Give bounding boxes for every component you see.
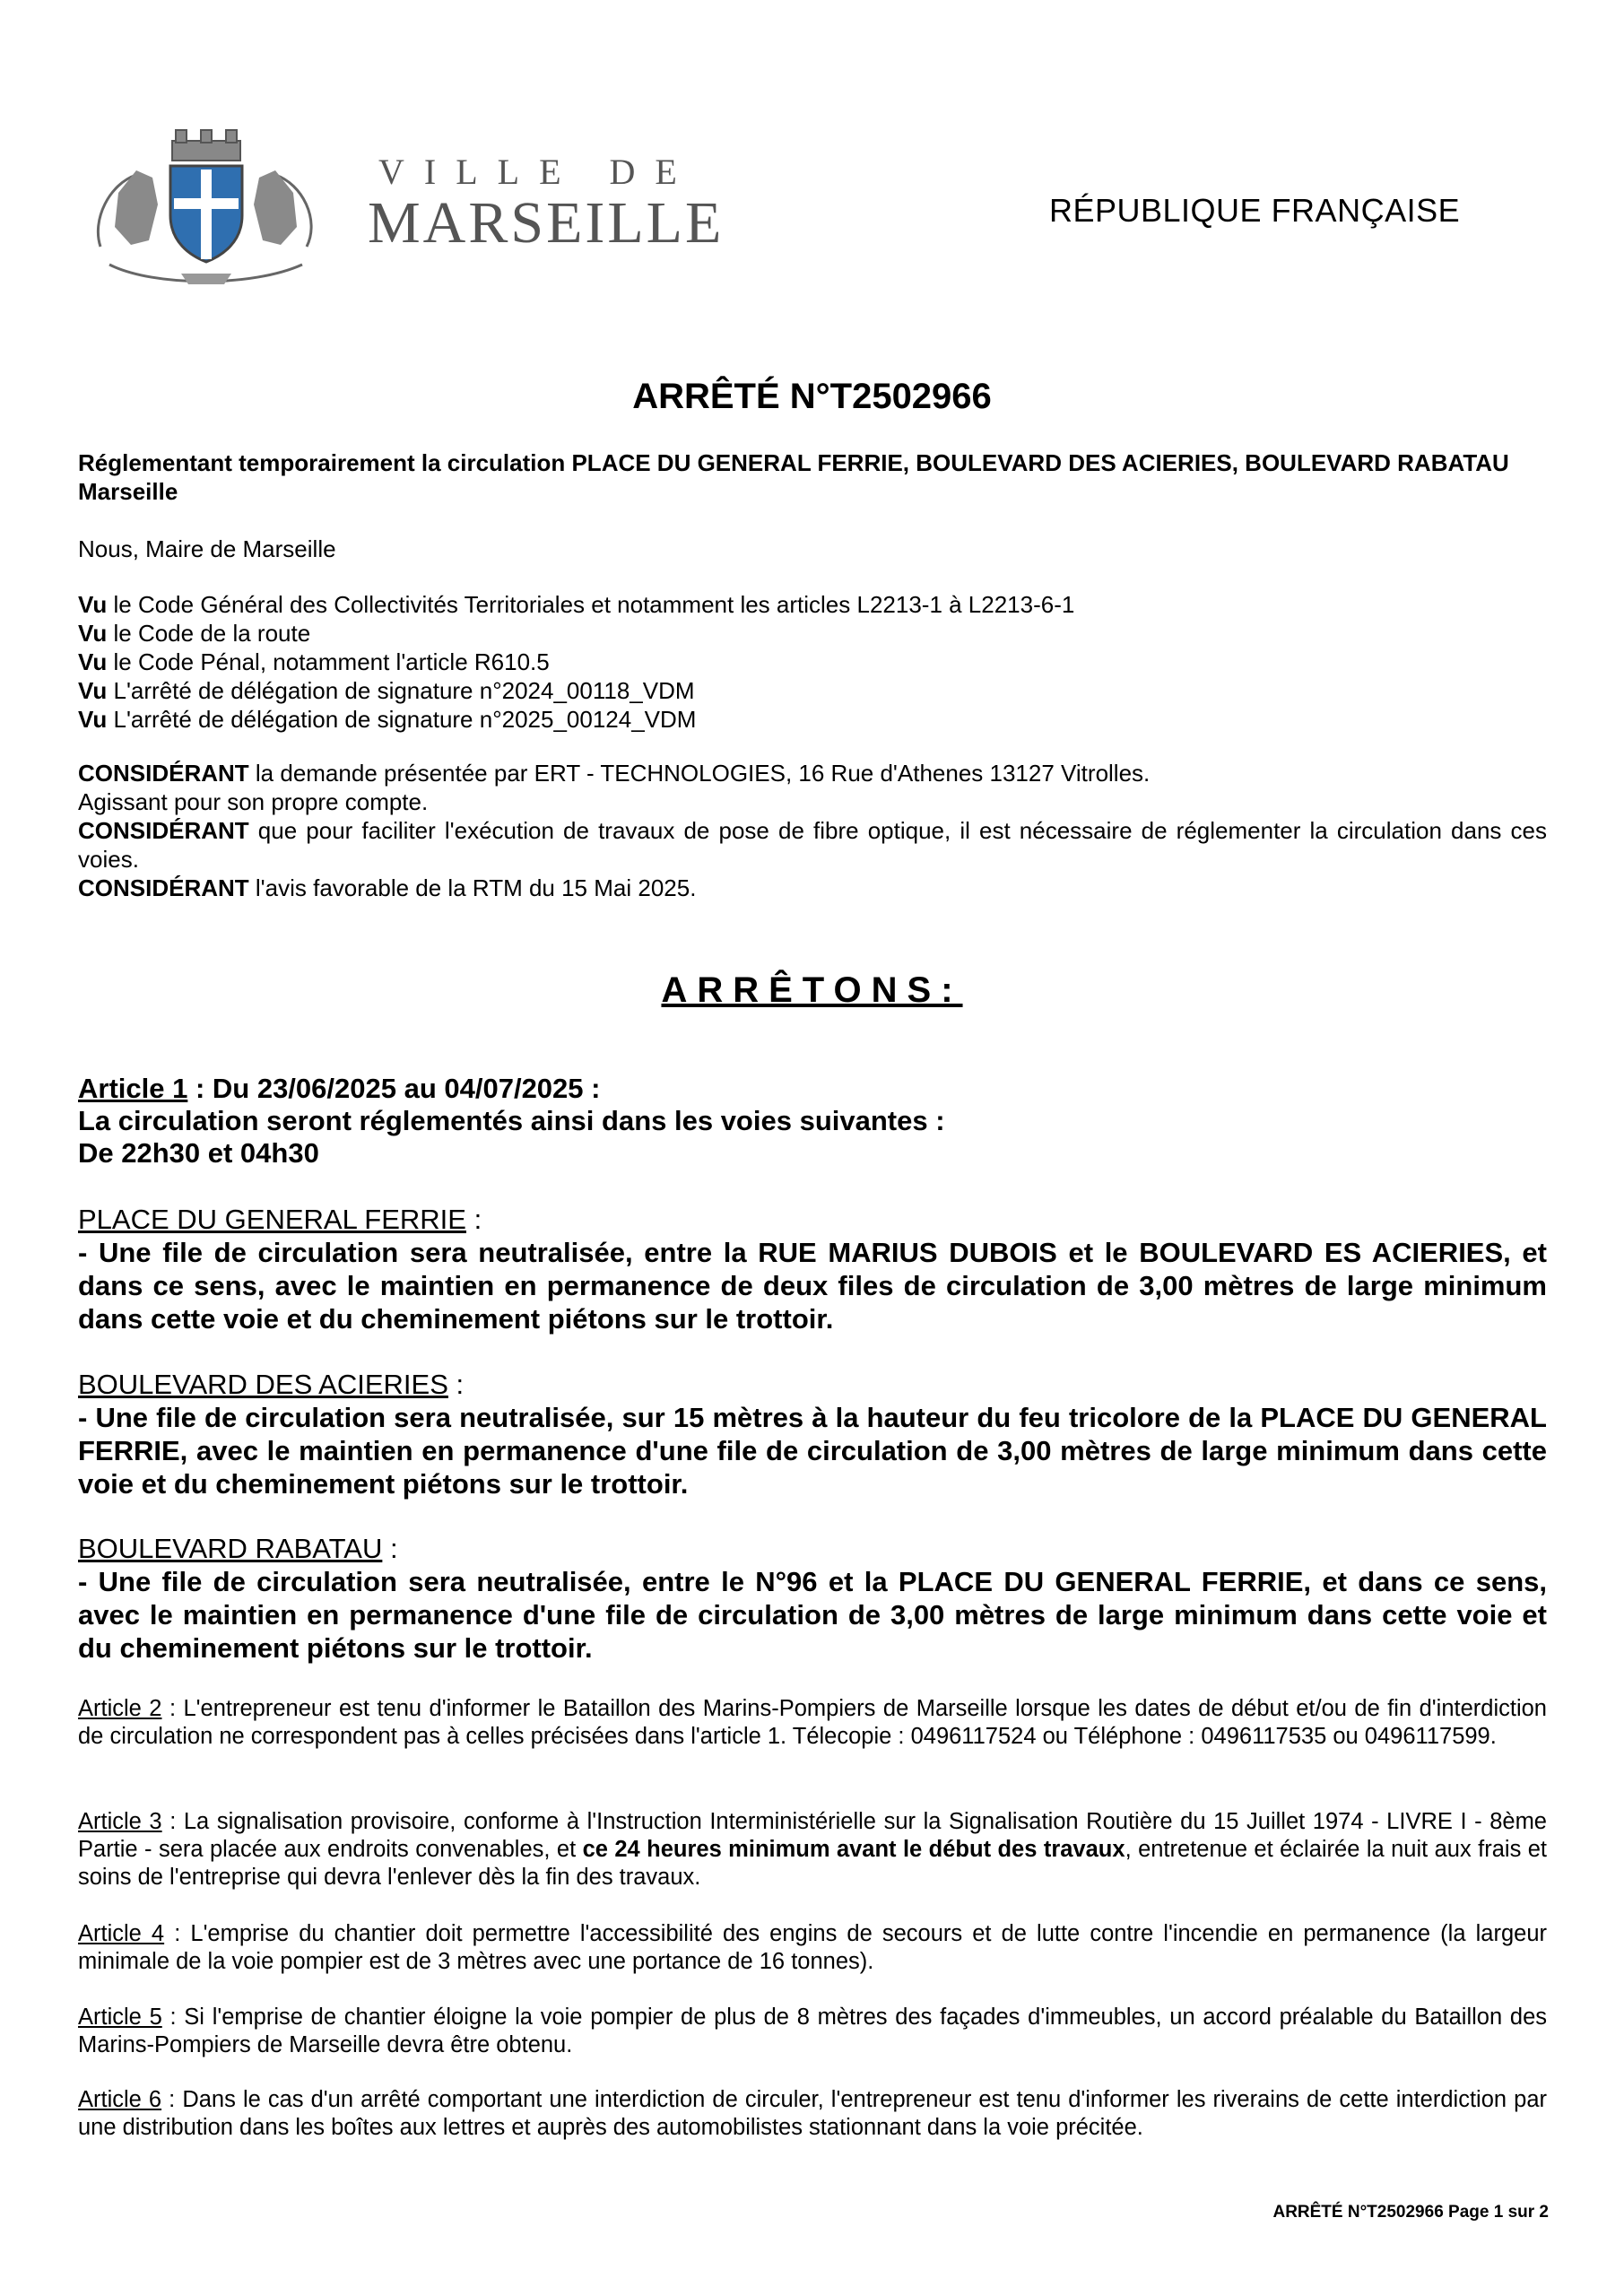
considerant-lead: CONSIDÉRANT	[78, 874, 249, 901]
republique-francaise: RÉPUBLIQUE FRANÇAISE	[1049, 192, 1461, 229]
marseille-logo	[83, 130, 725, 291]
article-5-text	[78, 2004, 1547, 2059]
article-2-label: Article 2	[78, 1696, 162, 1721]
section-text: - Une file de circulation sera neutralisée, sur 15 mètres à la hauteur du feu tricolore de la PLACE DU GENERAL FERRIE, avec le maintien en permanence d'une file de circulation de 3,00 mètres de large minimum dans cette voie et du cheminement piétons sur le trottoir.	[78, 1402, 1547, 1500]
section-street	[78, 1368, 1547, 1401]
article-4-label: Article 4	[78, 1921, 165, 1946]
vu-lead: Vu	[78, 677, 108, 704]
considerant-lead: CONSIDÉRANT	[78, 760, 249, 787]
article-1-dates: : Du 23/06/2025 au 04/07/2025 :	[187, 1073, 601, 1104]
considerant-text: l'avis favorable de la RTM du 15 Mai 2025.	[248, 874, 697, 901]
article-5-body: : Si l'emprise de chantier éloigne la voie pompier de plus de 8 mètres des façades d'immeubles, un accord préalable du Bataillon des Marins-Pompiers de Marseille devra être obtenu.	[78, 2005, 1548, 2057]
vu-text: le Code Pénal, notamment l'article R610.5	[107, 648, 550, 675]
intro	[78, 535, 1547, 563]
vu-lead: Vu	[78, 648, 108, 675]
article-4-text	[78, 1920, 1547, 1976]
section-text: - Une file de circulation sera neutralisée, entre le N°96 et la PLACE DU GENERAL FERRIE, et dans ce sens, avec le maintien en permanence d'une file de circulation de 3,00 mètres de large minimum dans cette voie et du cheminement piétons sur le trottoir.	[78, 1566, 1547, 1664]
considerant-1-extra: Agissant pour son propre compte.	[78, 788, 429, 815]
article-3-text	[78, 1808, 1547, 1892]
intro-text: Nous, Maire de Marseille	[78, 535, 336, 562]
section-street	[78, 1203, 1547, 1236]
article-3	[78, 1808, 1547, 1892]
street-name: BOULEVARD RABATAU	[78, 1533, 383, 1564]
article-3-body-bold: ce 24 heures minimum avant le début des travaux	[582, 1837, 1125, 1862]
section-text: - Une file de circulation sera neutralisée, entre la RUE MARIUS DUBOIS et le BOULEVARD ES ACIERIES, et dans ce sens, avec le maintien en permanence de deux files de circulation de 3,00 mètres de large minimum dans cette voie et du cheminement piétons sur le trottoir.	[78, 1237, 1547, 1335]
article-4-body: : L'emprise du chantier doit permettre l'accessibilité des engins de secours et de lutte contre l'incendie en permanence (la largeur minimale de la voie pompier est de 3 mètres avec une portance de 16 tonnes).	[78, 1921, 1547, 1974]
article-3-body-before: : La signalisation provisoire, conforme à l'Instruction Interministérielle sur la Signalisation Routière du 15 Juillet 1974 - LIVRE I - 8ème Partie - sera placée aux endroits convenables, et	[78, 1809, 1547, 1862]
logo-text-marseille: MARSEILLE	[368, 190, 725, 256]
considerant-text: que pour faciliter l'exécution de travaux de pose de fibre optique, il est nécessaire de réglementer la circulation dans ces voies.	[78, 817, 1547, 873]
vu-item	[78, 705, 1547, 734]
article-6-text	[78, 2086, 1547, 2142]
article-1	[78, 1073, 1547, 1170]
considerant-text: la demande présentée par ERT - TECHNOLOGIES, 16 Rue d'Athenes 13127 Vitrolles.	[248, 760, 1151, 787]
street-suffix: :	[382, 1533, 398, 1564]
article-5	[78, 2004, 1547, 2059]
article-1-line3: De 22h30 et 04h30	[78, 1137, 319, 1169]
street-name: BOULEVARD DES ACIERIES	[78, 1369, 448, 1400]
article-2-body: : L'entrepreneur est tenu d'informer le Bataillon des Marins-Pompiers de Marseille lorsque les dates de début et/ou de fin d'interdiction de circulation ne correspondent pas à celles précisées dans l'article 1. Télecopie : 0496117524 ou Téléphone : 0496117535 ou 0496117599.	[78, 1696, 1547, 1749]
vu-item	[78, 619, 1547, 648]
article-2-text	[78, 1695, 1547, 1751]
vu-lead: Vu	[78, 706, 108, 733]
vu-text: le Code de la route	[107, 620, 311, 647]
page-footer: ARRÊTÉ N°T2502966 Page 1 sur 2	[1272, 2203, 1549, 2222]
article-3-label: Article 3	[78, 1809, 162, 1834]
coat-of-arms-icon	[83, 130, 725, 291]
article-6	[78, 2086, 1547, 2142]
article-4	[78, 1920, 1547, 1976]
street-suffix: :	[447, 1369, 465, 1400]
article-2	[78, 1695, 1547, 1751]
vus-list	[78, 590, 1547, 734]
considerant-2	[78, 816, 1547, 874]
page-title: ARRÊTÉ N°T2502966	[632, 377, 992, 416]
article-1-line2: La circulation seront réglementés ainsi dans les voies suivantes :	[78, 1105, 945, 1136]
vu-lead: Vu	[78, 620, 108, 647]
vu-text: L'arrêté de délégation de signature n°2025_00124_VDM	[107, 706, 697, 733]
vu-lead: Vu	[78, 591, 108, 618]
vu-text: L'arrêté de délégation de signature n°2024_00118_VDM	[107, 677, 695, 704]
street-suffix: :	[465, 1204, 482, 1235]
article-6-body: : Dans le cas d'un arrêté comportant une interdiction de circuler, l'entrepreneur est tenu d'informer les riverains de cette interdiction par une distribution dans les boîtes aux lettres et auprès des automobilistes stationnant dans la voie précitée.	[78, 2087, 1547, 2140]
vu-item	[78, 590, 1547, 619]
subject-text: Réglementant temporairement la circulation PLACE DU GENERAL FERRIE, BOULEVARD DES ACIERIES, BOULEVARD RABATAU Marseille	[78, 449, 1509, 505]
arretons-heading: ARRÊTONS:	[661, 970, 963, 1010]
considerant-lead: CONSIDÉRANT	[78, 817, 249, 844]
section-street	[78, 1532, 1547, 1565]
street-name: PLACE DU GENERAL FERRIE	[78, 1204, 466, 1235]
section-boulevard-acieries	[78, 1368, 1547, 1500]
section-boulevard-rabatau	[78, 1532, 1547, 1665]
section-place-general-ferrie	[78, 1203, 1547, 1335]
article-1-heading	[78, 1073, 1547, 1105]
considerant-3	[78, 874, 1547, 902]
vu-item	[78, 648, 1547, 676]
article-5-label: Article 5	[78, 2005, 162, 2030]
logo-text-ville-de: VILLE DE	[378, 152, 697, 192]
article-3-body-after: , entretenue et éclairée la nuit aux frais et soins de l'entreprise qui devra l'enlever dès la fin des travaux.	[78, 1837, 1548, 1890]
article-6-label: Article 6	[78, 2087, 162, 2112]
considerants	[78, 759, 1547, 902]
subject	[78, 448, 1547, 506]
vu-item	[78, 676, 1547, 705]
vu-text: le Code Général des Collectivités Territoriales et notamment les articles L2213-1 à L2213-6-1	[107, 591, 1075, 618]
article-1-label: Article 1	[78, 1073, 188, 1104]
considerant-1	[78, 759, 1547, 787]
